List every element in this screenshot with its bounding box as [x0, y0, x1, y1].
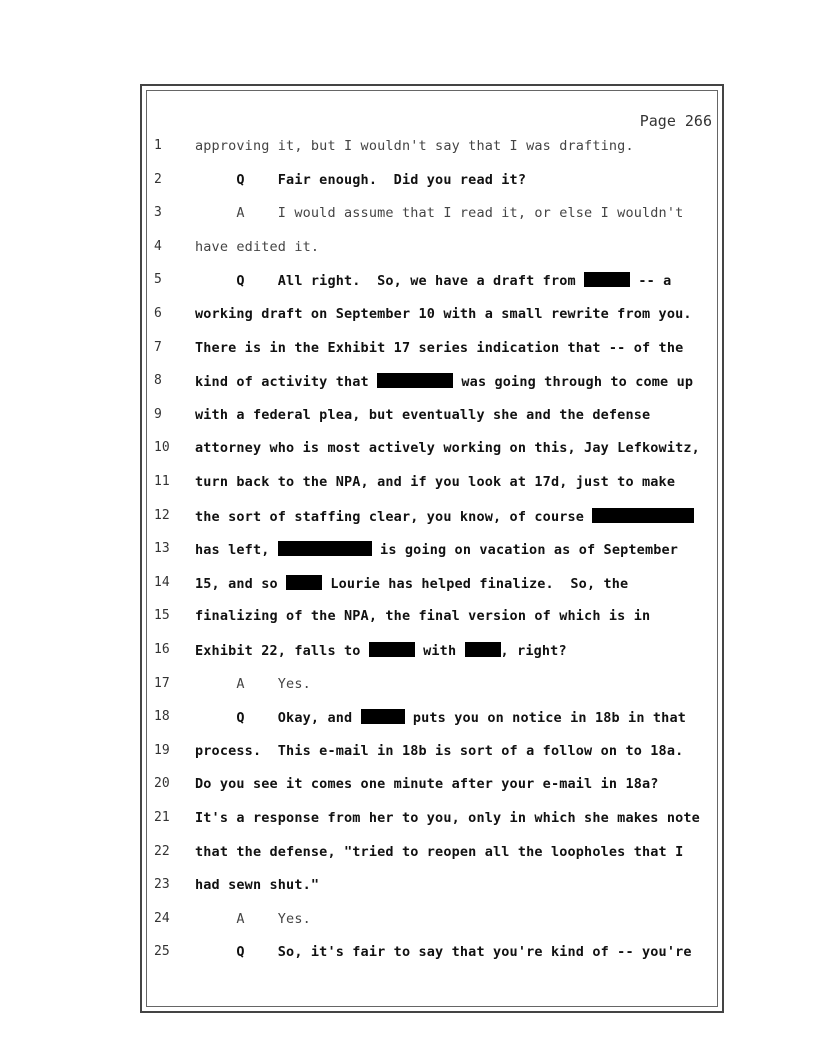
line-text-segment: was going through to come up — [453, 374, 694, 391]
line-text-segment: There is in the Exhibit 17 series indication that -- of the — [195, 339, 684, 356]
line-text — [195, 306, 692, 322]
line-number: 24 — [154, 910, 170, 926]
line-text — [195, 676, 311, 692]
line-number: 9 — [154, 406, 162, 422]
transcript-line — [0, 340, 816, 360]
line-text-segment: A Yes. — [195, 675, 311, 692]
line-text-segment: Q So, it's fair to say that you're kind of -- you're — [195, 944, 692, 961]
line-text — [195, 776, 659, 792]
line-text — [195, 541, 678, 558]
line-number: 12 — [154, 507, 170, 523]
transcript-line — [0, 944, 816, 964]
line-number: 5 — [154, 272, 162, 288]
line-number: 21 — [154, 810, 170, 825]
line-text — [195, 575, 628, 592]
line-number: 16 — [154, 642, 170, 657]
line-text-segment: that the defense, "tried to reopen all the loopholes that I — [195, 843, 684, 860]
line-text-segment: attorney who is most actively working on this, Jay Lefkowitz, — [195, 440, 700, 457]
transcript-line — [0, 474, 816, 494]
transcript-line — [0, 205, 816, 225]
line-text-segment: 15, and so — [195, 575, 287, 592]
line-text — [195, 474, 675, 490]
line-text-segment: A I would assume that I read it, or else I wouldn't — [195, 205, 684, 222]
transcript-line — [0, 272, 816, 292]
line-text — [195, 844, 683, 860]
line-text-segment: kind of activity that — [195, 374, 378, 391]
transcript-line — [0, 373, 816, 393]
line-text — [195, 508, 694, 525]
line-text-segment: Exhibit 22, falls to — [195, 643, 369, 659]
transcript-line — [0, 407, 816, 427]
line-text-segment: the sort of staffing clear, you know, of course — [195, 508, 593, 525]
line-number: 7 — [154, 339, 162, 355]
line-text — [195, 205, 683, 221]
line-text-segment: working draft on September 10 with a small rewrite from you. — [195, 306, 692, 322]
line-text-segment: Q Fair enough. Did you read it? — [195, 171, 527, 188]
line-text — [195, 138, 634, 154]
transcript-line — [0, 608, 816, 628]
line-text — [195, 810, 700, 826]
line-text — [195, 642, 567, 659]
line-text — [195, 709, 686, 726]
page-number: Page 266 — [639, 112, 712, 130]
line-text — [195, 911, 311, 927]
line-number: 20 — [154, 776, 170, 792]
line-number: 14 — [154, 574, 170, 590]
transcript-line — [0, 877, 816, 897]
line-text-segment: with a federal plea, but eventually she and the defense — [195, 406, 651, 423]
line-text — [195, 877, 319, 893]
line-number: 11 — [154, 474, 170, 489]
line-number: 3 — [154, 205, 162, 221]
line-text-segment: had sewn shut." — [195, 877, 320, 894]
transcript-line — [0, 776, 816, 796]
redaction-block — [278, 541, 372, 556]
line-text — [195, 944, 692, 960]
transcript-line — [0, 709, 816, 729]
redaction-block — [584, 272, 630, 287]
transcript-line — [0, 239, 816, 259]
line-number: 19 — [154, 742, 170, 758]
line-text-segment: with — [414, 643, 465, 659]
line-text-segment: is going on vacation as of September — [371, 542, 679, 559]
line-text — [195, 743, 683, 759]
line-number: 17 — [154, 675, 170, 691]
line-text-segment: finalizing of the NPA, the final version of which is in — [195, 608, 651, 625]
line-text — [195, 239, 319, 255]
line-text — [195, 172, 526, 188]
redaction-block — [286, 575, 322, 590]
line-number: 1 — [154, 138, 162, 153]
redaction-block — [377, 373, 453, 388]
line-text-segment: puts you on notice in 18b in that — [404, 710, 687, 727]
line-text-segment: Do you see it comes one minute after your e-mail in 18a? — [195, 776, 659, 793]
redaction-block — [465, 642, 501, 657]
transcript-line — [0, 440, 816, 460]
line-number: 15 — [154, 608, 170, 624]
line-number: 8 — [154, 373, 162, 389]
transcript-line — [0, 508, 816, 528]
transcript-line — [0, 306, 816, 326]
line-text-segment: turn back to the NPA, and if you look at 17d, just to make — [195, 474, 676, 490]
line-text — [195, 272, 671, 289]
line-text-segment: Q All right. So, we have a draft from — [195, 273, 585, 290]
line-number: 6 — [154, 306, 162, 321]
transcript-line — [0, 844, 816, 864]
line-text-segment: Lourie has helped finalize. So, the — [322, 575, 629, 592]
transcript-line — [0, 541, 816, 561]
line-text-segment: Q Okay, and — [195, 710, 361, 727]
transcript-line — [0, 575, 816, 595]
transcript-line — [0, 642, 816, 662]
line-text — [195, 608, 650, 624]
line-number: 23 — [154, 877, 170, 893]
line-text — [195, 340, 683, 356]
line-text-segment: process. This e-mail in 18b is sort of a follow on to 18a. — [195, 742, 684, 759]
line-text-segment: -- a — [630, 273, 672, 290]
line-number: 18 — [154, 709, 170, 725]
line-text — [195, 407, 650, 423]
transcript-line — [0, 743, 816, 763]
line-text — [195, 440, 700, 456]
line-text — [195, 373, 693, 390]
transcript-line — [0, 911, 816, 931]
transcript-line — [0, 810, 816, 830]
transcript-line — [0, 676, 816, 696]
line-text-segment: , right? — [500, 643, 567, 659]
line-text-segment: A Yes. — [195, 910, 311, 927]
line-text-segment: It's a response from her to you, only in which she makes note — [195, 810, 700, 826]
redaction-block — [592, 508, 694, 523]
transcript-line — [0, 138, 816, 158]
line-text-segment: approving it, but I wouldn't say that I was drafting. — [195, 138, 634, 154]
transcript-line — [0, 172, 816, 192]
line-text-segment: has left, — [195, 542, 278, 559]
redaction-block — [369, 642, 415, 657]
line-number: 10 — [154, 440, 170, 456]
line-text-segment: have edited it. — [195, 238, 320, 255]
line-number: 22 — [154, 843, 170, 859]
redaction-block — [361, 709, 405, 724]
line-number: 13 — [154, 541, 170, 557]
line-number: 2 — [154, 171, 162, 187]
line-number: 25 — [154, 944, 170, 960]
line-number: 4 — [154, 238, 162, 254]
